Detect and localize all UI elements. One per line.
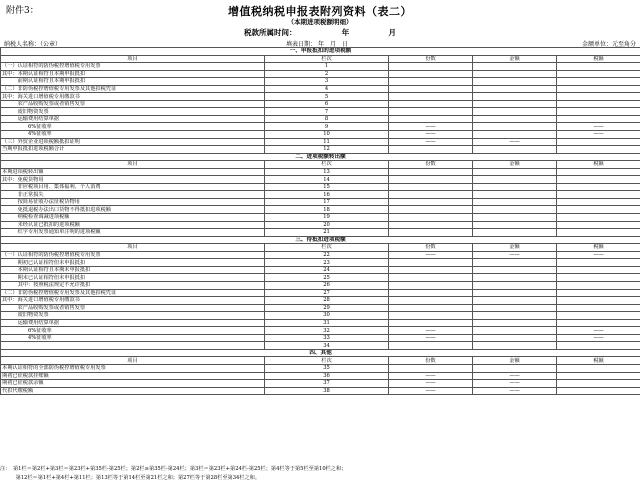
table-row bbox=[1, 319, 640, 327]
line-number: 27 bbox=[265, 289, 389, 297]
line-number: 30 bbox=[265, 312, 389, 320]
tax-cell[interactable] bbox=[557, 251, 640, 259]
line-number: 6 bbox=[265, 100, 389, 108]
table-row bbox=[1, 108, 640, 116]
amount-cell[interactable] bbox=[473, 289, 557, 297]
amount-cell[interactable] bbox=[473, 63, 557, 71]
column-header-count: 份数 bbox=[389, 357, 473, 365]
tax-cell[interactable] bbox=[557, 138, 640, 146]
dash-mark: —— bbox=[509, 372, 520, 379]
count-cell[interactable] bbox=[389, 319, 473, 327]
item-label: 农产品收购发票或者销售发票 bbox=[1, 304, 265, 312]
line-number: 19 bbox=[265, 214, 389, 222]
item-label: （一）认证相符的防伪税控增值税专用发票 bbox=[1, 251, 265, 259]
amount-cell[interactable] bbox=[473, 342, 557, 350]
tax-cell[interactable] bbox=[557, 319, 640, 327]
column-header-amount: 金额 bbox=[473, 244, 557, 252]
count-cell[interactable] bbox=[389, 85, 473, 93]
count-cell[interactable] bbox=[389, 93, 473, 101]
tax-cell[interactable] bbox=[557, 229, 640, 237]
dash-mark: —— bbox=[425, 123, 436, 130]
column-header-line: 栏次 bbox=[265, 357, 389, 365]
tax-period bbox=[0, 27, 640, 38]
item-label: 期初已认证相符但未申报抵扣 bbox=[1, 259, 265, 267]
item-label: 非正常损失 bbox=[1, 191, 265, 199]
count-cell[interactable] bbox=[389, 115, 473, 123]
section-title: 三、待抵扣进项税额 bbox=[1, 236, 640, 244]
tax-cell[interactable] bbox=[557, 206, 640, 214]
dash-mark: —— bbox=[593, 252, 604, 259]
line-number: 21 bbox=[265, 229, 389, 237]
item-label: 6%征收率 bbox=[1, 123, 265, 131]
section-title-row bbox=[1, 48, 640, 56]
table-row bbox=[1, 229, 640, 237]
tax-cell[interactable] bbox=[557, 70, 640, 78]
table-row bbox=[1, 78, 640, 86]
count-cell[interactable] bbox=[389, 78, 473, 86]
item-label: 运输费用结算单据 bbox=[1, 319, 265, 327]
count-cell[interactable] bbox=[389, 108, 473, 116]
amount-cell[interactable] bbox=[473, 259, 557, 267]
column-header-count: 份数 bbox=[389, 161, 473, 169]
tax-cell[interactable] bbox=[557, 221, 640, 229]
table-row bbox=[1, 138, 640, 146]
table-row bbox=[1, 198, 640, 206]
count-cell[interactable] bbox=[389, 198, 473, 206]
column-header-item: 项目 bbox=[1, 244, 265, 252]
dash-mark: —— bbox=[425, 138, 436, 145]
table-row bbox=[1, 100, 640, 108]
item-label: 6%征收率 bbox=[1, 327, 265, 335]
tax-cell[interactable] bbox=[557, 334, 640, 342]
table-row bbox=[1, 85, 640, 93]
line-number: 4 bbox=[265, 85, 389, 93]
tax-period-label: 税款所属时间： bbox=[244, 28, 297, 37]
amount-cell[interactable] bbox=[473, 364, 557, 372]
table-row bbox=[1, 289, 640, 297]
dash-mark: —— bbox=[509, 252, 520, 259]
item-label: 本期进项税转出额 bbox=[1, 168, 265, 176]
tax-cell[interactable] bbox=[557, 312, 640, 320]
tax-cell[interactable] bbox=[557, 63, 640, 71]
tax-cell[interactable] bbox=[557, 297, 640, 305]
table-row bbox=[1, 364, 640, 372]
dash-mark: —— bbox=[425, 387, 436, 394]
column-header-count: 份数 bbox=[389, 55, 473, 63]
dash-mark: —— bbox=[509, 380, 520, 387]
column-header-item: 项目 bbox=[1, 357, 265, 365]
count-cell[interactable] bbox=[389, 168, 473, 176]
dash-mark: —— bbox=[425, 131, 436, 138]
section-title-row bbox=[1, 349, 640, 357]
line-number: 28 bbox=[265, 297, 389, 305]
tax-period-month: 月 bbox=[388, 28, 396, 37]
dash-mark: —— bbox=[509, 138, 520, 145]
tax-cell[interactable] bbox=[557, 387, 640, 395]
count-cell[interactable] bbox=[389, 259, 473, 267]
count-cell[interactable] bbox=[389, 229, 473, 237]
count-cell[interactable] bbox=[389, 372, 473, 380]
amount-cell[interactable] bbox=[473, 168, 557, 176]
table-row bbox=[1, 380, 640, 388]
table-row bbox=[1, 312, 640, 320]
amount-cell[interactable] bbox=[473, 221, 557, 229]
column-header-tax: 税额 bbox=[557, 161, 640, 169]
amount-cell[interactable] bbox=[473, 191, 557, 199]
column-header-row bbox=[1, 357, 640, 365]
item-label: 废旧物资发票 bbox=[1, 312, 265, 320]
amount-cell[interactable] bbox=[473, 78, 557, 86]
amount-cell[interactable] bbox=[473, 297, 557, 305]
form-title: 增值税纳税申报表附列资料（表二） bbox=[228, 5, 412, 18]
line-number: 1 bbox=[265, 63, 389, 71]
amount-cell[interactable] bbox=[473, 131, 557, 139]
tax-cell[interactable] bbox=[557, 259, 640, 267]
amount-cell[interactable] bbox=[473, 108, 557, 116]
table-row bbox=[1, 334, 640, 342]
footnote-line-2: 第12栏＝第1栏+第4栏+第11栏；第13栏等于第14栏至第21栏之和；第27栏等于第28栏至第34栏之和。 bbox=[0, 475, 261, 481]
table-row bbox=[1, 70, 640, 78]
count-cell[interactable] bbox=[389, 221, 473, 229]
count-cell[interactable] bbox=[389, 146, 473, 154]
item-label: 纳税检查调减进项税额 bbox=[1, 214, 265, 222]
tax-cell[interactable] bbox=[557, 168, 640, 176]
count-cell[interactable] bbox=[389, 334, 473, 342]
amount-cell[interactable] bbox=[473, 334, 557, 342]
dash-mark: —— bbox=[425, 327, 436, 334]
item-label: 其中：海关进口增值税专用缴款书 bbox=[1, 93, 265, 101]
line-number: 12 bbox=[265, 146, 389, 154]
table-row bbox=[1, 206, 640, 214]
table-row bbox=[1, 266, 640, 274]
tax-period-year: 年 bbox=[341, 28, 350, 37]
column-header-amount: 金额 bbox=[473, 55, 557, 63]
column-header-row bbox=[1, 55, 640, 63]
tax-cell[interactable] bbox=[557, 281, 640, 289]
line-number: 11 bbox=[265, 138, 389, 146]
tax-cell[interactable] bbox=[557, 214, 640, 222]
item-label: 期初已征税款余额 bbox=[1, 380, 265, 388]
table-row bbox=[1, 168, 640, 176]
count-cell[interactable] bbox=[389, 183, 473, 191]
input-tax-detail-table bbox=[0, 47, 640, 395]
item-label: 代扣代缴税额 bbox=[1, 387, 265, 395]
section-title: 一、申报抵扣的进项税额 bbox=[1, 48, 640, 56]
table-row bbox=[1, 93, 640, 101]
count-cell[interactable] bbox=[389, 297, 473, 305]
line-number: 37 bbox=[265, 380, 389, 388]
dash-mark: —— bbox=[425, 372, 436, 379]
tax-cell[interactable] bbox=[557, 266, 640, 274]
tax-cell[interactable] bbox=[557, 78, 640, 86]
table-row bbox=[1, 183, 640, 191]
item-label bbox=[1, 342, 265, 350]
count-cell[interactable] bbox=[389, 387, 473, 395]
table-row bbox=[1, 372, 640, 380]
form-subtitle: （本期进项税额明细） bbox=[287, 18, 353, 26]
footnote bbox=[0, 465, 640, 483]
line-number: 24 bbox=[265, 266, 389, 274]
tax-cell[interactable] bbox=[557, 183, 640, 191]
count-cell[interactable] bbox=[389, 312, 473, 320]
amount-cell[interactable] bbox=[473, 198, 557, 206]
item-label: 其中：免税货物用 bbox=[1, 176, 265, 184]
line-number: 3 bbox=[265, 78, 389, 86]
table-row bbox=[1, 274, 640, 282]
section-title-row bbox=[1, 236, 640, 244]
item-label: 运输费用结算单据 bbox=[1, 115, 265, 123]
column-header-amount: 金额 bbox=[473, 161, 557, 169]
table-row bbox=[1, 191, 640, 199]
tax-cell[interactable] bbox=[557, 93, 640, 101]
count-cell[interactable] bbox=[389, 176, 473, 184]
count-cell[interactable] bbox=[389, 138, 473, 146]
line-number: 5 bbox=[265, 93, 389, 101]
item-label: 未经认证已抵扣的进项税额 bbox=[1, 221, 265, 229]
tax-cell[interactable] bbox=[557, 191, 640, 199]
item-label: 其中：海关进口增值税专用缴款书 bbox=[1, 297, 265, 305]
amount-cell[interactable] bbox=[473, 274, 557, 282]
line-number: 22 bbox=[265, 251, 389, 259]
tax-cell[interactable] bbox=[557, 364, 640, 372]
tax-cell[interactable] bbox=[557, 372, 640, 380]
item-label: （二）非防伪税控增值税专用发票及其他扣税凭证 bbox=[1, 85, 265, 93]
count-cell[interactable] bbox=[389, 281, 473, 289]
count-cell[interactable] bbox=[389, 266, 473, 274]
line-number: 14 bbox=[265, 176, 389, 184]
column-header-line: 栏次 bbox=[265, 244, 389, 252]
table-row bbox=[1, 387, 640, 395]
count-cell[interactable] bbox=[389, 327, 473, 335]
line-number: 2 bbox=[265, 70, 389, 78]
count-cell[interactable] bbox=[389, 380, 473, 388]
line-number: 20 bbox=[265, 221, 389, 229]
line-number: 38 bbox=[265, 387, 389, 395]
table-row bbox=[1, 131, 640, 139]
column-header-tax: 税额 bbox=[557, 55, 640, 63]
dash-mark: —— bbox=[593, 123, 604, 130]
amount-cell[interactable] bbox=[473, 229, 557, 237]
tax-cell[interactable] bbox=[557, 304, 640, 312]
line-number: 36 bbox=[265, 372, 389, 380]
item-label: 期末已认证相符但未申报抵扣 bbox=[1, 274, 265, 282]
count-cell[interactable] bbox=[389, 191, 473, 199]
line-number: 15 bbox=[265, 183, 389, 191]
table-row bbox=[1, 342, 640, 350]
tax-cell[interactable] bbox=[557, 176, 640, 184]
line-number: 17 bbox=[265, 198, 389, 206]
line-number: 34 bbox=[265, 342, 389, 350]
dash-mark: —— bbox=[509, 387, 520, 394]
attachment-label: 附件3： bbox=[6, 6, 39, 16]
fill-date-units: 年 月 日 bbox=[317, 41, 348, 48]
dash-mark: —— bbox=[425, 335, 436, 342]
column-header-amount: 金额 bbox=[473, 357, 557, 365]
item-label: 4%征收率 bbox=[1, 131, 265, 139]
table-row bbox=[1, 123, 640, 131]
item-label: 其中：按照税法规定不允许抵扣 bbox=[1, 281, 265, 289]
amount-cell[interactable] bbox=[473, 206, 557, 214]
line-number: 9 bbox=[265, 123, 389, 131]
item-label: （一）认证相符的防伪税控增值税专用发票 bbox=[1, 63, 265, 71]
column-header-line: 栏次 bbox=[265, 55, 389, 63]
amount-cell[interactable] bbox=[473, 372, 557, 380]
count-cell[interactable] bbox=[389, 304, 473, 312]
dash-mark: —— bbox=[593, 327, 604, 334]
amount-cell[interactable] bbox=[473, 85, 557, 93]
tax-cell[interactable] bbox=[557, 274, 640, 282]
amount-cell[interactable] bbox=[473, 183, 557, 191]
count-cell[interactable] bbox=[389, 364, 473, 372]
footnote-line-1: 注： 第1栏＝第2栏+第3栏＝第23栏+第35栏-第25栏；第2栏≥第35栏-第24栏；第3栏＝第23栏+第24栏-第25栏；第4栏等于第5栏至第10栏之和； bbox=[0, 466, 347, 472]
count-cell[interactable] bbox=[389, 274, 473, 282]
line-number: 31 bbox=[265, 319, 389, 327]
count-cell[interactable] bbox=[389, 63, 473, 71]
taxpayer-name-label: 纳税人名称：（公章） bbox=[4, 41, 62, 48]
line-number: 33 bbox=[265, 334, 389, 342]
line-number: 26 bbox=[265, 281, 389, 289]
table-row bbox=[1, 214, 640, 222]
item-label: 本期认证相符的全部防伪税控增值税专用发票 bbox=[1, 364, 265, 372]
line-number: 25 bbox=[265, 274, 389, 282]
line-number: 16 bbox=[265, 191, 389, 199]
item-label: 按简易征收办法征税货物用 bbox=[1, 198, 265, 206]
tax-cell[interactable] bbox=[557, 108, 640, 116]
amount-cell[interactable] bbox=[473, 380, 557, 388]
table-row bbox=[1, 176, 640, 184]
column-header-count: 份数 bbox=[389, 244, 473, 252]
column-header-line: 栏次 bbox=[265, 161, 389, 169]
count-cell[interactable] bbox=[389, 342, 473, 350]
item-label: 前期认证相符且本期申报抵扣 bbox=[1, 78, 265, 86]
tax-cell[interactable] bbox=[557, 100, 640, 108]
column-header-tax: 税额 bbox=[557, 244, 640, 252]
table-row bbox=[1, 63, 640, 71]
item-label: （二）非防伪税控增值税专用发票及其他扣税凭证 bbox=[1, 289, 265, 297]
tax-cell[interactable] bbox=[557, 123, 640, 131]
amount-cell[interactable] bbox=[473, 266, 557, 274]
amount-cell[interactable] bbox=[473, 123, 557, 131]
table-row bbox=[1, 281, 640, 289]
dash-mark: —— bbox=[425, 252, 436, 259]
tax-cell[interactable] bbox=[557, 85, 640, 93]
line-number: 32 bbox=[265, 327, 389, 335]
table-row bbox=[1, 259, 640, 267]
count-cell[interactable] bbox=[389, 214, 473, 222]
fill-date-label: 填表日期： bbox=[286, 41, 317, 48]
count-cell[interactable] bbox=[389, 206, 473, 214]
section-title: 二、进项税额转出额 bbox=[1, 153, 640, 161]
amount-unit-label: 金额单位：元至角分 bbox=[581, 41, 636, 48]
line-number: 10 bbox=[265, 131, 389, 139]
tax-cell[interactable] bbox=[557, 198, 640, 206]
line-number: 8 bbox=[265, 115, 389, 123]
amount-cell[interactable] bbox=[473, 146, 557, 154]
amount-cell[interactable] bbox=[473, 115, 557, 123]
item-label: 红字专用发票通知单注明的进项税额 bbox=[1, 229, 265, 237]
table-row bbox=[1, 297, 640, 305]
line-number: 13 bbox=[265, 168, 389, 176]
table-row bbox=[1, 146, 640, 154]
column-header-item: 项目 bbox=[1, 161, 265, 169]
amount-cell[interactable] bbox=[473, 176, 557, 184]
count-cell[interactable] bbox=[389, 131, 473, 139]
tax-cell[interactable] bbox=[557, 342, 640, 350]
item-label: （三）外贸企业进项税额抵扣证明 bbox=[1, 138, 265, 146]
tax-cell[interactable] bbox=[557, 327, 640, 335]
column-header-row bbox=[1, 161, 640, 169]
item-label: 免抵退税办法出口货物不得抵扣进项税额 bbox=[1, 206, 265, 214]
count-cell[interactable] bbox=[389, 123, 473, 131]
dash-mark: —— bbox=[593, 131, 604, 138]
table-row bbox=[1, 251, 640, 259]
amount-cell[interactable] bbox=[473, 100, 557, 108]
count-cell[interactable] bbox=[389, 289, 473, 297]
line-number: 35 bbox=[265, 364, 389, 372]
item-label: 当期申报抵扣进项税额合计 bbox=[1, 146, 265, 154]
amount-cell[interactable] bbox=[473, 214, 557, 222]
dash-mark: —— bbox=[425, 380, 436, 387]
dash-mark: —— bbox=[593, 335, 604, 342]
amount-cell[interactable] bbox=[473, 281, 557, 289]
amount-cell[interactable] bbox=[473, 304, 557, 312]
item-label: 4%征收率 bbox=[1, 334, 265, 342]
item-label: 期初已征税款挂账额 bbox=[1, 372, 265, 380]
line-number: 7 bbox=[265, 108, 389, 116]
column-header-tax: 税额 bbox=[557, 357, 640, 365]
line-number: 23 bbox=[265, 259, 389, 267]
amount-cell[interactable] bbox=[473, 319, 557, 327]
item-label: 其中：本期认证相符且本期申报抵扣 bbox=[1, 70, 265, 78]
item-label: 废旧物资发票 bbox=[1, 108, 265, 116]
tax-cell[interactable] bbox=[557, 115, 640, 123]
table-row bbox=[1, 221, 640, 229]
amount-cell[interactable] bbox=[473, 251, 557, 259]
amount-cell[interactable] bbox=[473, 387, 557, 395]
amount-cell[interactable] bbox=[473, 327, 557, 335]
amount-cell[interactable] bbox=[473, 70, 557, 78]
item-label: 非应税项目用、集体福利、个人消费 bbox=[1, 183, 265, 191]
section-title-row bbox=[1, 153, 640, 161]
section-title: 四、其他 bbox=[1, 349, 640, 357]
count-cell[interactable] bbox=[389, 100, 473, 108]
column-header-item: 项目 bbox=[1, 55, 265, 63]
count-cell[interactable] bbox=[389, 251, 473, 259]
amount-cell[interactable] bbox=[473, 138, 557, 146]
tax-cell[interactable] bbox=[557, 380, 640, 388]
column-header-row bbox=[1, 244, 640, 252]
tax-cell[interactable] bbox=[557, 131, 640, 139]
line-number: 29 bbox=[265, 304, 389, 312]
tax-cell[interactable] bbox=[557, 289, 640, 297]
table-row bbox=[1, 327, 640, 335]
table-row bbox=[1, 304, 640, 312]
tax-cell[interactable] bbox=[557, 146, 640, 154]
line-number: 18 bbox=[265, 206, 389, 214]
amount-cell[interactable] bbox=[473, 93, 557, 101]
amount-cell[interactable] bbox=[473, 312, 557, 320]
item-label: 本期认证相符且本期未申报抵扣 bbox=[1, 266, 265, 274]
item-label: 农产品收购发票或者销售发票 bbox=[1, 100, 265, 108]
count-cell[interactable] bbox=[389, 70, 473, 78]
table-row bbox=[1, 115, 640, 123]
